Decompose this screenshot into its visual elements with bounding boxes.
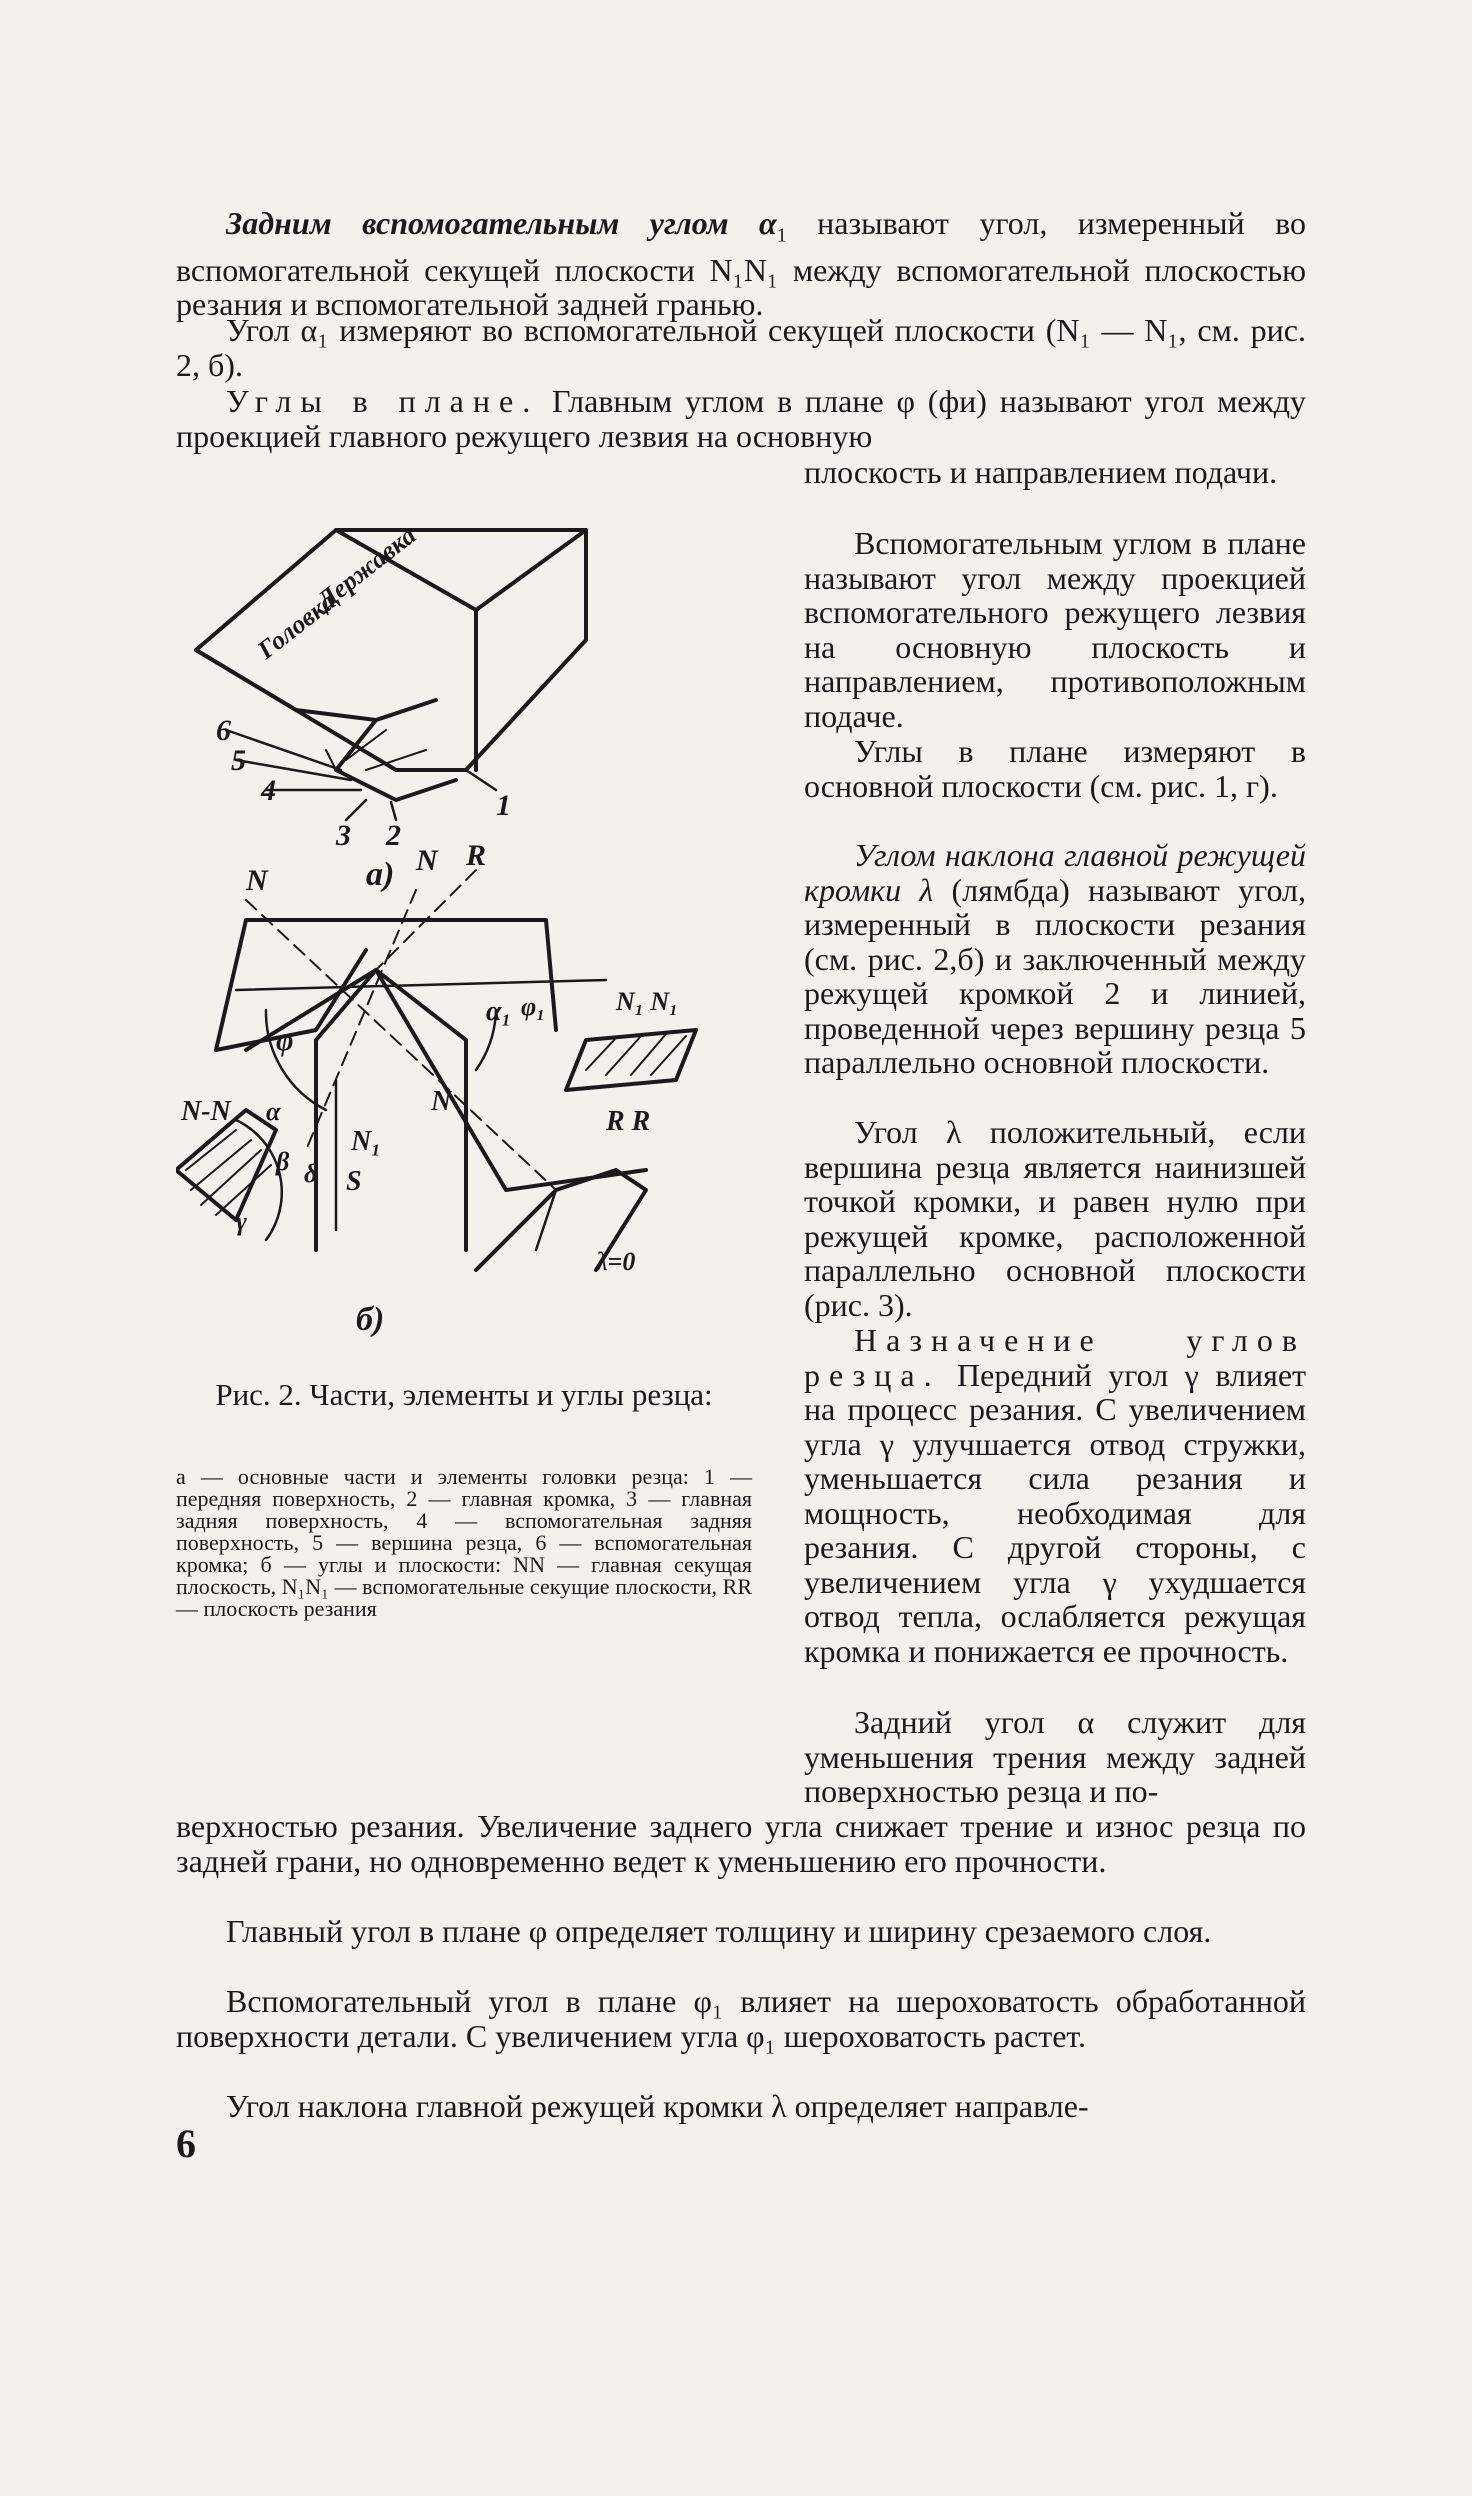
section-n1n1 [566, 1030, 696, 1090]
page-number: 6 [176, 2121, 196, 2166]
label-beta: β [276, 1147, 290, 1176]
paragraph-plan-angles-cont: плоскость и направлением подачи. [804, 454, 1278, 490]
label-s-feed: S [346, 1166, 362, 1197]
label-n-top: N [246, 864, 268, 897]
label-4: 4 [261, 774, 276, 807]
label-r-upper: R [466, 839, 487, 872]
paragraph-aux-clearance-angle: Задним вспомогательным углом $\alpha_1$ называют угол, измеренный во вспомогательной секущей плоскости N₁N₁ между вспомогательной плоскостью резания и вспомогательной задней гранью. [176, 205, 1307, 323]
label-phi: φ [276, 1024, 294, 1057]
subfigure-a-label: а) [366, 856, 395, 893]
figure-caption-body: а — основные части и элементы головки резца: 1 — передняя поверхность, 2 — главная кромка, 3 — главная задняя поверхность, 4 — вспомогательная задняя поверхность, 5 — вершина резца, 6 — вспомогательная кромка; б — углы и плоскости: NN — главная секущая плоскость, N₁N₁ — вспомогательные секущие плоскости, RR — плоскость резания [176, 1464, 752, 1621]
label-1: 1 [496, 789, 511, 822]
label-r-r: R R [606, 1106, 651, 1137]
paragraph-aux-plan-angle: Вспомогательным углом в плане называют угол между проекцией вспомогательного режущего лезвия на основную плоскость и направлением, противоположным подаче. [804, 525, 1306, 734]
label-3: 3 [336, 819, 351, 852]
label-gamma: γ [236, 1207, 247, 1236]
paragraph-measure-alpha1: Угол α₁ измеряют во вспомогательной секущей плоскости (N₁ — N₁, см. рис. 2, б). [176, 312, 1306, 383]
label-2: 2 [386, 819, 401, 852]
paragraph-lambda-sign: Угол λ положительный, если вершина резца является наинизшей точкой кромки, и равен нулю при режущей кромке, расположенной параллельно основной плоскости (рис. 3). [804, 1114, 1306, 1323]
label-delta: δ [304, 1159, 318, 1188]
label-n1n1: N₁ N₁ [616, 987, 679, 1016]
paragraph-plan-angles-measure: Углы в плане измеряют в основной плоскости (см. рис. 1, г). [804, 733, 1306, 804]
paragraph-clearance-angle: Задний угол α служит для уменьшения трения между задней поверхностью резца и по- [804, 1704, 1306, 1809]
paragraph-lambda-effect: Угол наклона главной режущей кромки λ определяет направле- [226, 2088, 1089, 2124]
label-phi1: φ₁ [521, 992, 546, 1021]
tool-head-edge [196, 650, 436, 720]
figure-part-a [196, 520, 586, 893]
label-n1: N₁ [351, 1126, 381, 1157]
label-alpha: α [266, 1097, 281, 1126]
label-5: 5 [231, 744, 246, 777]
subfigure-b-label: б) [356, 1301, 385, 1338]
label-lambda-zero: λ=0 [596, 1247, 636, 1276]
label-n-upper: N [416, 844, 438, 877]
label-n-section: N [431, 1086, 452, 1117]
figure-part-b [176, 839, 696, 1338]
label-alpha1: α₁ [486, 996, 512, 1027]
paragraph-plan-angles: Углы в плане. Главным углом в плане φ (фи) называют угол между проекцией главного режущего лезвия на основную [176, 383, 1307, 454]
paragraph-lambda: Углом наклона главной режущей кромки λ (лямбда) называют угол, измеренный в плоскости резания (см. рис. 2,б) и заключенный между режущей кромкой 2 и линией, проведенной через вершину резца 5 параллельно основной плоскости. [804, 837, 1307, 1080]
paragraph-main-plan-angle: Главный угол в плане φ определяет толщину и ширину срезаемого слоя. [226, 1913, 1212, 1949]
cutting-tool-figure [176, 470, 756, 1350]
label-head: Головка [251, 586, 341, 665]
label-n-n: N-N [181, 1096, 231, 1127]
paragraph-aux-plan-angle-effect: Вспомогательный угол в плане φ₁ влияет на шероховатость обработанной поверхности детали. С увеличением угла φ₁ шероховатость растет. [176, 1983, 1306, 2054]
figure-caption-title: Рис. 2. Части, элементы и углы резца: [215, 1377, 713, 1412]
label-6: 6 [216, 714, 231, 747]
label-holder: Державка [311, 520, 422, 615]
paragraph-clearance-angle-cont: верхностью резания. Увеличение заднего угла снижает трение и износ резца по задней грани, но одновременно ведет к уменьшению его прочности. [176, 1808, 1306, 1879]
paragraph-purpose-of-angles: Назначение углов резца. Передний угол γ влияет на процесс резания. С увеличением угла γ улучшается отвод стружки, уменьшается сила резания и мощность, необходимая для резания. С другой стороны, с увеличением угла γ ухудшается отвод тепла, ослабляется режущая кромка и понижается ее прочность. [804, 1322, 1306, 1669]
